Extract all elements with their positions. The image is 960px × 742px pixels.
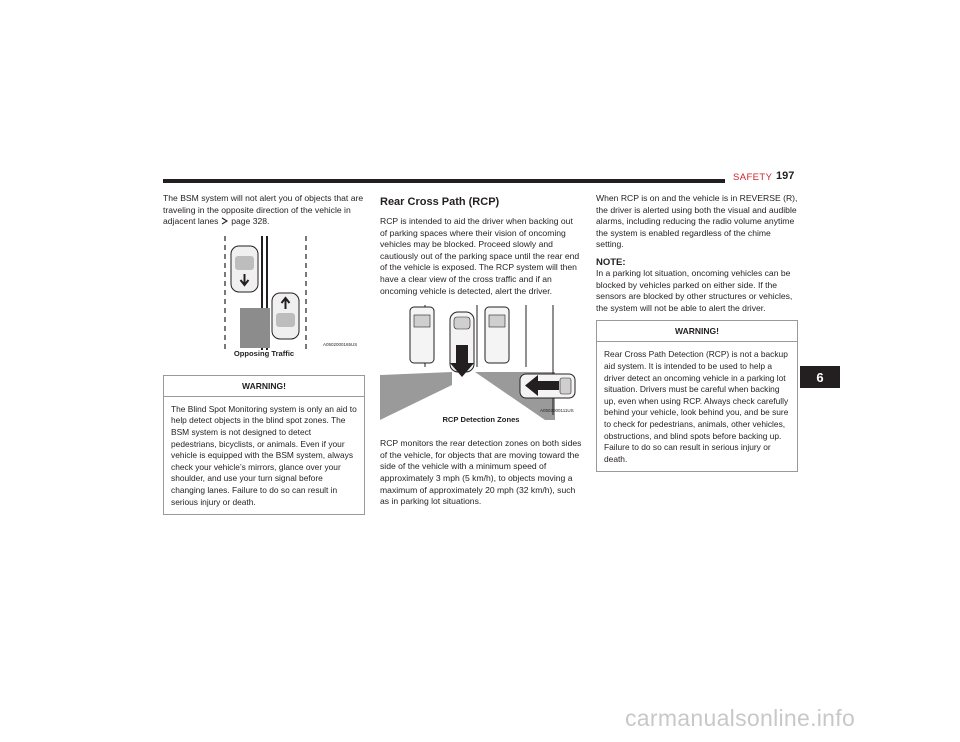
column-right bbox=[596, 193, 798, 472]
note-title: NOTE: bbox=[596, 256, 626, 268]
warning-text: Rear Cross Path Detection (RCP) is not a backup aid system. It is intended to be used to help a driver detect an oncoming vehicle in a parking lot situation. Drivers must be careful when backing up, even when using RCP. Always check carefully behind your vehicle, look behind you, and be sure to check for pedestrians, animals, other vehicles, obstructions, and blind spots before backing up. Failure to do so can result in serious injury or death. bbox=[604, 349, 789, 464]
warning-title: WARNING! bbox=[164, 376, 364, 397]
column-middle bbox=[380, 193, 582, 508]
page-link[interactable]: page 328. bbox=[231, 216, 270, 227]
section-heading: Rear Cross Path (RCP) bbox=[380, 196, 500, 208]
figure-opposing-traffic bbox=[163, 236, 365, 358]
paragraph: RCP monitors the rear detection zones on both sides of the vehicle, for objects that are moving toward the side of the vehicle with a minimum speed of approximately 3 mph (5 km/h), to objects moving a maximum of approximately 20 mph (32 km/h), such as in parking lot situations. bbox=[380, 438, 582, 507]
chapter-tab: 6 bbox=[800, 366, 840, 388]
figure-rcp-zones bbox=[380, 305, 582, 430]
header-rule bbox=[163, 179, 725, 183]
warning-title: WARNING! bbox=[597, 321, 797, 342]
figure-code: A0502000111US bbox=[540, 408, 574, 414]
opposing-traffic-illustration bbox=[163, 236, 365, 358]
note-text: In a parking lot situation, oncoming vehicles can be blocked by vehicles parked on either side. If the sensors are blocked by other structures or vehicles, the system will not be able to alert the driver. bbox=[596, 267, 793, 313]
figure-caption: Opposing Traffic bbox=[233, 348, 295, 358]
warning-box bbox=[596, 320, 798, 472]
column-left bbox=[163, 193, 365, 515]
paragraph: RCP is intended to aid the driver when backing out of parking spaces where their vision of oncoming vehicles may be blocked. Proceed slowly and cautiously out of the parking space until the rear end of the vehicle is exposed. The RCP system will then have a clear view of the cross traffic and if an oncoming vehicle is detected, alert the driver. bbox=[380, 216, 580, 296]
figure-caption: RCP Detection Zones bbox=[442, 415, 520, 425]
paragraph: When RCP is on and the vehicle is in REVERSE (R), the driver is alerted using both the visual and audible alarms, including reducing the radio volume anytime the system is enabled regardless of the chime setting. bbox=[596, 193, 798, 250]
warning-box bbox=[163, 375, 365, 515]
paragraph: The BSM system will not alert you of objects that are traveling in the opposite direction of the vehicle in adjacent lanes page 328. bbox=[163, 193, 364, 227]
section-title: SAFETY bbox=[733, 172, 773, 183]
page-ref-arrow-icon bbox=[221, 216, 229, 226]
page-number: 197 bbox=[776, 170, 795, 182]
figure-code: A0502000165US bbox=[323, 341, 358, 347]
watermark: carmanualsonline.info bbox=[625, 705, 856, 731]
warning-text: The Blind Spot Monitoring system is only an aid to help detect objects in the blind spot zones. The BSM system is not designed to detect pedestrians, bicyclists, or animals. Even if your vehicle is equipped with the BSM system, always check your vehicle’s mirrors, glance over your shoulder, and use your turn signal before changing lanes. Failure to do so can result in serious injury or death. bbox=[171, 403, 357, 507]
